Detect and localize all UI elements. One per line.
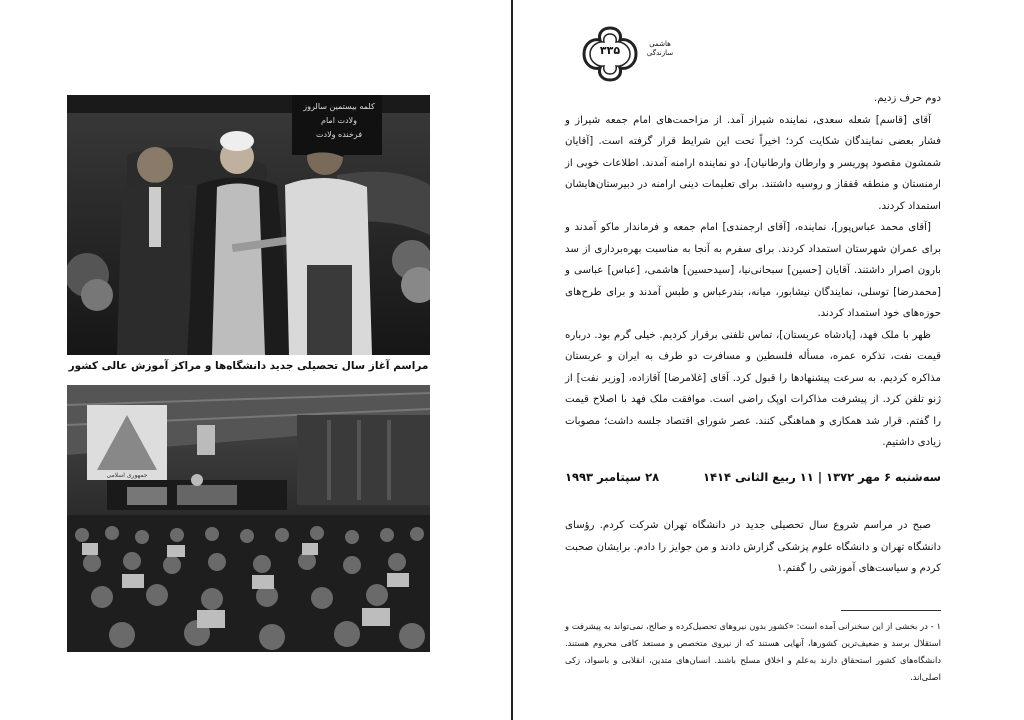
footnote: ۱ - در بخشی از این سخنرانی آمده است: «کشور بدون نیروهای تحصیل‌کرده و صالح، نمی‌تواند به پیشرفت و استقلال برسد و ضعیف‌ترین کشورها، آنهایی هستند که از نیروی متخصص و مستعد کافی محروم هستند. دانشگاه‌های کشور استحقاق دارند به‌علم و اخلاق مسلح باشند. انسان‌های متدین، انقلابی و باسواد، زکی اصلی‌اند. [565, 621, 941, 682]
auditorium-photo [67, 385, 430, 652]
banner-text-3: فرخنده ولادت [315, 130, 363, 139]
running-header-title: هاشمی سازندگی [646, 40, 674, 57]
paragraph: دوم حرف زدیم. [873, 93, 941, 104]
banner-text-4: جمهوری اسلامی [106, 472, 148, 479]
diary-date-heading [565, 470, 941, 484]
paragraph: آقای [قاسم] شعله سعدی، نماینده شیراز آمد. از مزاحمت‌های امام جمعه شیراز و فشار بعضی نمایندگان شکایت کرد؛ اخیراً تحت این شرایط قرار گرفته است. [آقایان شمشون مقصود پوریسر و وارطان وارطانیان]، دو نماینده ارامنه آمدند. اطلاعات خوبی از ارمنستان و منطقه قفقاز و روسیه داشتند. برای تعلیمات دینی ارامنه در دبیرستان‌هایشان استمداد کردند. [565, 114, 941, 212]
date-persian-hijri: سه‌شنبه ۶ مهر ۱۳۷۲ | ۱۱ ربیع الثانی ۱۴۱۴ [702, 470, 941, 484]
banner-text-1: کلمه بیستمین سالروز [303, 102, 375, 111]
award-ceremony-photo [67, 95, 430, 355]
diary-entry-text-2 [565, 515, 941, 580]
paragraph: ظهر با ملک فهد، [پادشاه عربستان]، تماس تلفنی برقرار کردیم. خیلی گرم بود. درباره قیمت نفت، تذکره عمره، مسأله فلسطین و مسافرت دو طرف به ایران و عربستان مذاکره کردیم. به سرعت پیشنهادها را قبول کرد. آقای [غلامرضا] آقازاده، [وزیر نفت] از ژنو تلفن کرد. از پیشرفت مذاکرات اوپک راضی است. موافقت ملک فهد با اصلاح قیمت را گفتم. قرار شد همکاری و هماهنگی کنند. عصر شورای اقتصاد جلسه داشت؛ مصوبات زیادی داشتیم. [565, 329, 941, 448]
diary-entry-text [565, 88, 941, 454]
page-number: ۳۳۵ [599, 44, 621, 57]
paragraph: [آقای محمد عباس‌پور]، نماینده، [آقای ارجمندی] امام جمعه و فرماندار ماکو آمدند و برای عمران شهرستان استمداد کردند. برای سفرم به آنجا به مناسبت بهره‌برداری از سد بارون اصرار داشتند. آقایان [حسین] سبحانی‌نیا، [سیدحسین] هاشمی، [عباس] عباسی و [محمدرضا] توسلی، نمایندگان نیشابور، میانه، بندرعباس و طبس آمدند و برای طرح‌های حوزه‌های خود استمداد کردند. [565, 222, 941, 319]
paragraph: صبح در مراسم شروع سال تحصیلی جدید در دانشگاه تهران شرکت کردم. رؤسای دانشگاه تهران و دانشگاه علوم پزشکی گزارش دادند و من جوایز را دادم. برایشان صحبت کردم و سیاست‌های آموزشی را گفتم.۱ [565, 520, 941, 574]
date-gregorian: ۲۸ سپتامبر ۱۹۹۳ [565, 470, 660, 484]
banner-text-2: ولادت امام [321, 116, 357, 125]
photo-caption: مراسم آغاز سال تحصیلی جدید دانشگاه‌ها و مراکز آموزش عالی کشور [68, 360, 429, 372]
footnote-divider [841, 610, 941, 611]
